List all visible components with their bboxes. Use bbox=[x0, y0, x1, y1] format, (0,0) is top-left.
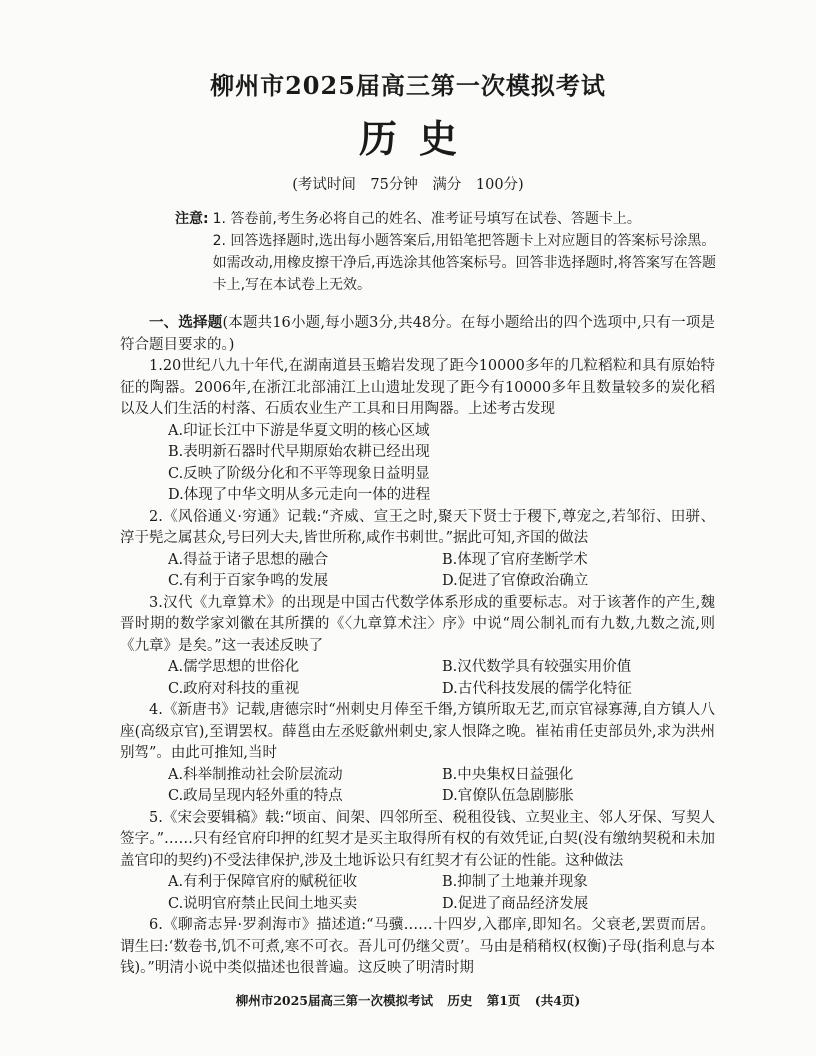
option-b: B.体现了官府垄断学术 bbox=[442, 551, 588, 568]
question-4-options bbox=[120, 765, 715, 808]
note-1: 1. 答卷前,考生务必将自己的姓名、准考证号填写在试卷、答题卡上。 bbox=[212, 211, 641, 227]
exam-title: 柳州市2025届高三第一次模拟考试 bbox=[210, 71, 606, 100]
question-6-stem: 6.《聊斋志异·罗刹海市》描述道:“马骥……十四岁,入郡庠,即知名。父衰老,罢贾而居。谓生曰:‘数卷书,饥不可煮,寒不可衣。吾儿可仍继父贾’。马由是稍稍权(权衡)子母(指利息与本钱)。”明清小说中类似描述也很普遍。这反映了明清时期 bbox=[120, 917, 715, 976]
question-body bbox=[120, 312, 715, 980]
option-d: D.古代科技发展的儒学化特征 bbox=[442, 680, 632, 697]
question-3-options bbox=[120, 657, 715, 700]
exam-time: (考试时间 75分钟 满分 100分) bbox=[292, 177, 524, 193]
option-d: D.官僚队伍急剧膨胀 bbox=[442, 788, 574, 804]
notes-label: 注意: bbox=[175, 211, 209, 227]
question-5-stem: 5.《宋会要辑稿》载:“顷亩、间架、四邻所至、税租役钱、立契业主、邻人牙保、写契人签字。”……只有经官府印押的红契才是买主取得所有权的有效凭证,白契(没有缴纳契税和未加盖官印的契约)不受法律保护,涉及土地诉讼只有红契才有公证的性能。这种做法 bbox=[120, 809, 715, 869]
footer-exam: 柳州市2025届高三第一次模拟考试 bbox=[235, 992, 433, 1008]
option-c: C.反映了阶级分化和不平等现象日益明显 bbox=[168, 465, 430, 482]
page-footer bbox=[0, 992, 816, 1010]
option-a: A.有利于保障官府的赋税征收 bbox=[168, 874, 358, 890]
question-1-options bbox=[120, 421, 715, 507]
option-b: B.汉代数学具有较强实用价值 bbox=[442, 659, 632, 675]
option-b: B.表明新石器时代早期原始农耕已经出现 bbox=[168, 444, 430, 460]
option-d: D.促进了商品经济发展 bbox=[442, 895, 589, 912]
question-2-options bbox=[120, 550, 715, 593]
question-2-stem: 2.《风俗通义·穷通》记载:“齐威、宣王之时,聚天下贤士于稷下,尊宠之,若邹衍、田骈、淳于髡之属甚众,号曰列大夫,皆世所称,咸作书刺世。”据此可知,齐国的做法 bbox=[120, 508, 715, 546]
option-a: A.印证长江中下游是华夏文明的核心区域 bbox=[168, 422, 430, 439]
option-b: B.中央集权日益强化 bbox=[442, 766, 574, 783]
question-4-stem: 4.《新唐书》记载,唐德宗时“州刺史月俸至千缗,方镇所取无艺,而京官禄寡薄,自方镇人八座(高级京官),至谓罢权。薛邕由左丞贬歙州刺史,家人恨降之晚。崔祐甫任吏部员外,求为洪州别驾”。由此可推知,当时 bbox=[120, 702, 715, 761]
footer-page: 第1页 bbox=[486, 992, 521, 1008]
notes-list bbox=[213, 208, 720, 296]
footer-total: (共4页) bbox=[534, 992, 581, 1008]
footer-subject: 历史 bbox=[447, 992, 473, 1008]
option-c: C.政府对科技的重视 bbox=[168, 680, 300, 697]
option-a: A.得益于诸子思想的融合 bbox=[168, 551, 329, 568]
section-title: 一、选择题 bbox=[149, 314, 223, 331]
option-b: B.抑制了土地兼并现象 bbox=[442, 874, 588, 890]
section-instructions: (本题共16小题,每小题3分,共48分。在每小题给出的四个选项中,只有一项是符合题目要求的。) bbox=[120, 315, 716, 353]
subject-title: 历史 bbox=[358, 116, 479, 161]
option-a: A.科举制推动社会阶层流动 bbox=[168, 766, 343, 783]
notes bbox=[175, 208, 720, 296]
option-c: C.有利于百家争鸣的发展 bbox=[168, 573, 329, 589]
question-3-stem: 3.汉代《九章算术》的出现是中国古代数学体系形成的重要标志。对于该著作的产生,魏晋时期的数学家刘徽在其所撰的《〈九章算术注〉序》中说“周公制礼而有九数,九数之流,则《九章》是矣。”这一表述反映了 bbox=[120, 594, 715, 654]
option-c: C.说明官府禁止民间土地买卖 bbox=[168, 895, 358, 912]
question-5-options bbox=[120, 872, 715, 915]
question-1-stem: 1.20世纪八九十年代,在湖南道县玉蟾岩发现了距今10000多年的几粒稻粒和具有原始特征的陶器。2006年,在浙江北部浦江上山遗址发现了距今有10000多年且数量较多的炭化稻以及人们生活的村落、石质农业生产工具和日用陶器。上述考古发现 bbox=[120, 358, 715, 417]
option-a: A.儒学思想的世俗化 bbox=[168, 659, 300, 675]
option-c: C.政局呈现内轻外重的特点 bbox=[168, 788, 343, 804]
option-d: D.促进了官僚政治确立 bbox=[442, 573, 589, 589]
note-2: 2. 回答选择题时,选出每小题答案后,用铅笔把答题卡上对应题目的答案标号涂黑。如需改动,用橡皮擦干净后,再选涂其他答案标号。回答非选择题时,将答案写在答题卡上,写在本试卷上无效。 bbox=[212, 233, 716, 293]
section-heading bbox=[120, 312, 715, 356]
option-d: D.体现了中华文明从多元走向一体的进程 bbox=[168, 487, 431, 503]
